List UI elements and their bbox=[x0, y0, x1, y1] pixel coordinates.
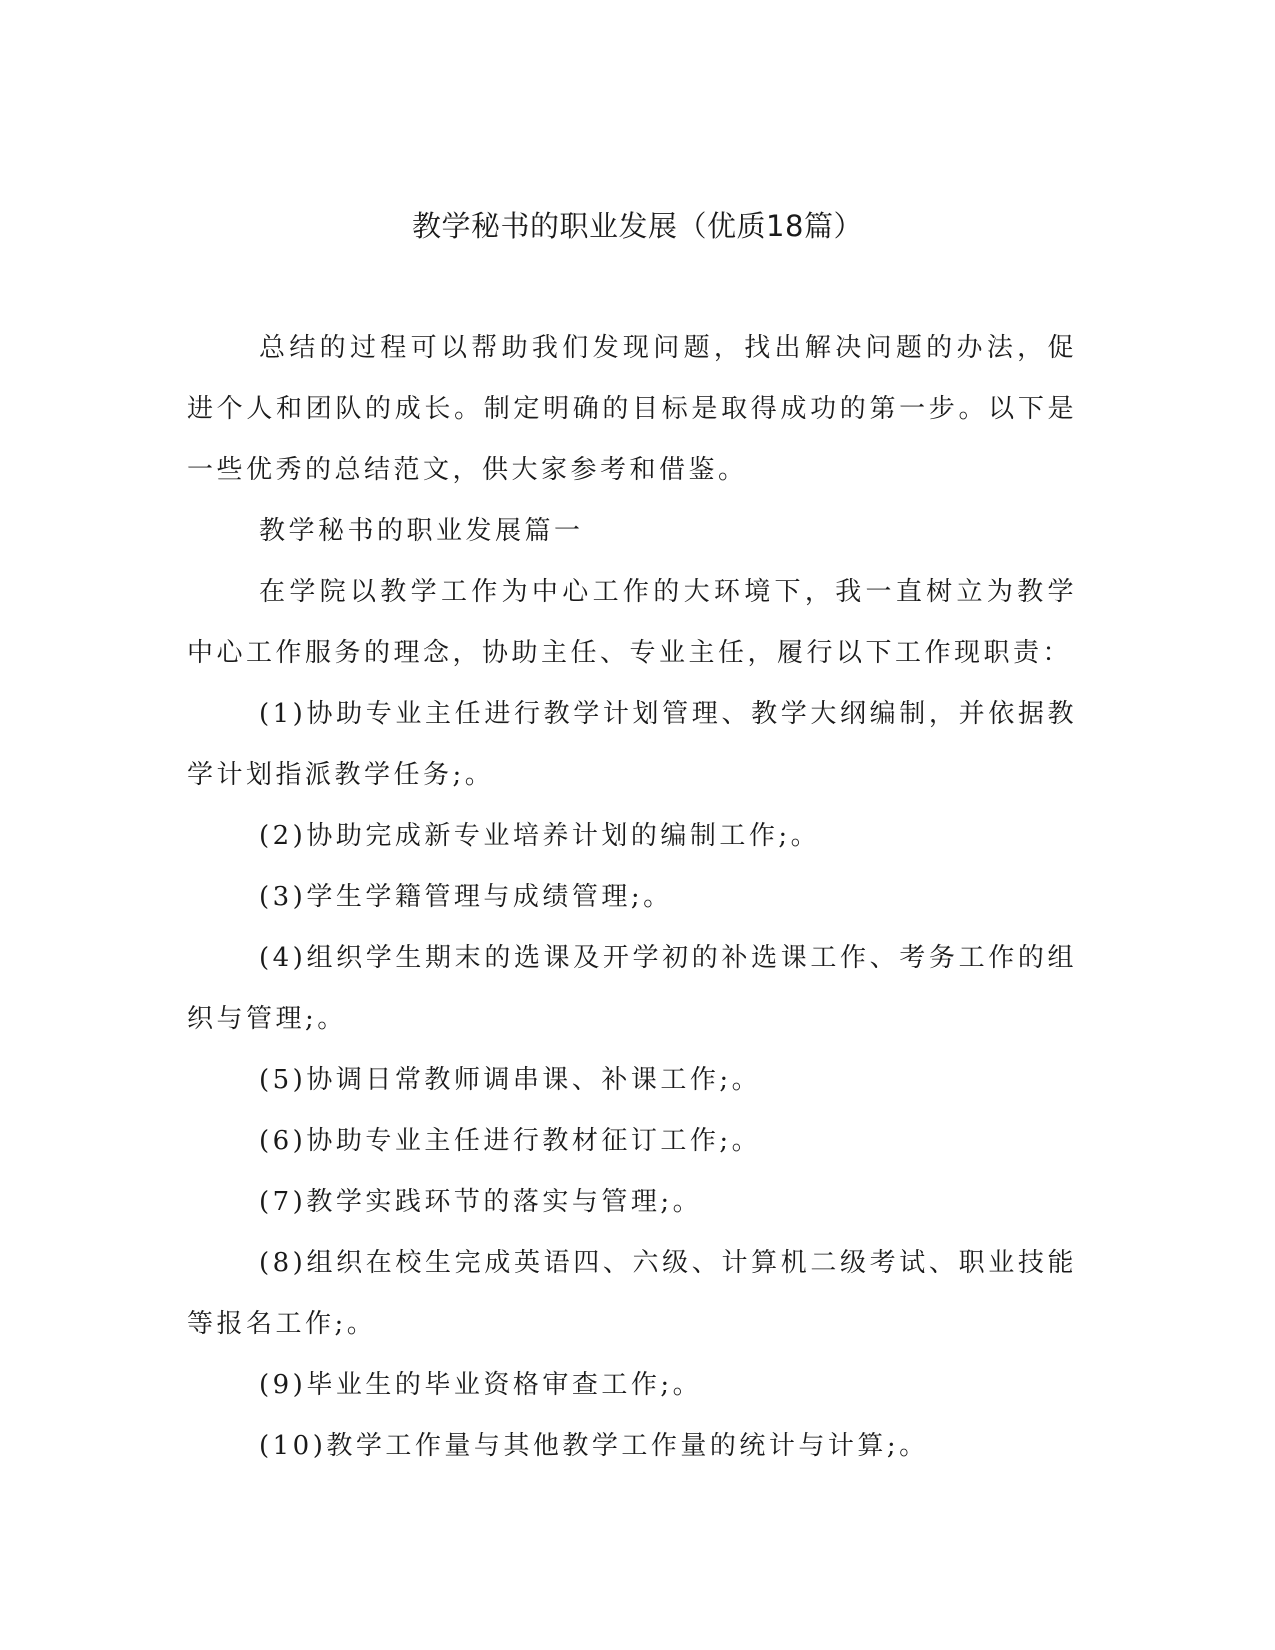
list-item: (5)协调日常教师调串课、补课工作;。 bbox=[259, 1065, 762, 1095]
list-item: (3)学生学籍管理与成绩管理;。 bbox=[259, 882, 673, 912]
section-heading: 教学秘书的职业发展篇一 bbox=[259, 516, 584, 546]
list-item: (6)协助专业主任进行教材征订工作;。 bbox=[259, 1126, 762, 1156]
document-body bbox=[187, 318, 1077, 1477]
body-paragraph: 在学院以教学工作为中心工作的大环境下，我一直树立为教学中心工作服务的理念，协助主任、专业主任，履行以下工作现职责： bbox=[187, 577, 1077, 668]
document-title: 教学秘书的职业发展（优质18篇） bbox=[412, 209, 863, 243]
intro-paragraph: 总结的过程可以帮助我们发现问题，找出解决问题的办法，促进个人和团队的成长。制定明确的目标是取得成功的第一步。以下是一些优秀的总结范文，供大家参考和借鉴。 bbox=[187, 333, 1077, 485]
list-item: (7)教学实践环节的落实与管理;。 bbox=[259, 1187, 703, 1217]
list-item: (4)组织学生期末的选课及开学初的补选课工作、考务工作的组织与管理;。 bbox=[187, 943, 1077, 1034]
list-item: (1)协助专业主任进行教学计划管理、教学大纲编制，并依据教学计划指派教学任务;。 bbox=[187, 699, 1077, 790]
list-item: (9)毕业生的毕业资格审查工作;。 bbox=[259, 1370, 703, 1400]
list-item: (10)教学工作量与其他教学工作量的统计与计算;。 bbox=[259, 1431, 929, 1461]
list-item: (8)组织在校生完成英语四、六级、计算机二级考试、职业技能等报名工作;。 bbox=[187, 1248, 1077, 1339]
list-item: (2)协助完成新专业培养计划的编制工作;。 bbox=[259, 821, 821, 851]
